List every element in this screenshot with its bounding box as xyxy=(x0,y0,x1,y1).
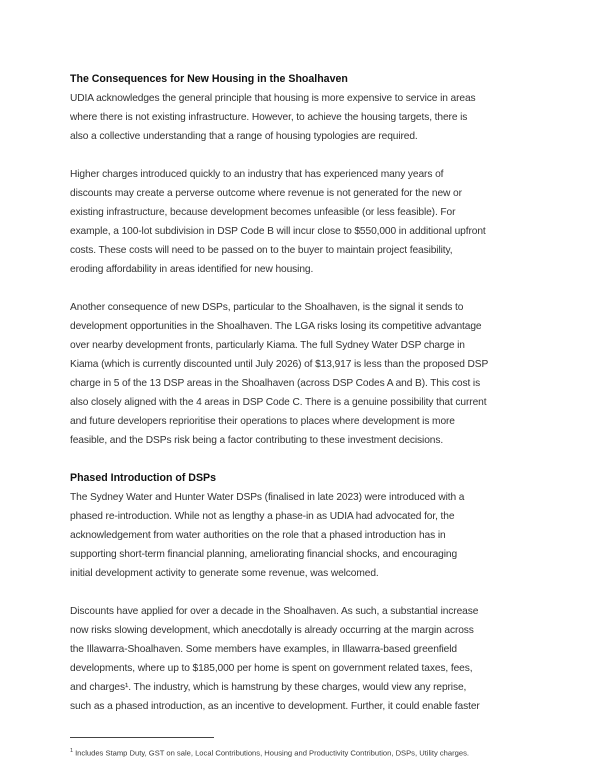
footnote-text: $^1$ Includes Stamp Duty, GST on sale, Local Contributions, Housing and Productivity Contribution, DSPs, Utility charges. xyxy=(70,748,469,758)
section-phased-introduction xyxy=(70,469,530,716)
text-line: The Sydney Water and Hunter Water DSPs (finalised in late 2023) were introduced with a xyxy=(70,492,465,503)
text-line: charge in 5 of the 13 DSP areas in the Shoalhaven (across DSP Codes A and B). This cost is xyxy=(70,378,481,389)
paragraph xyxy=(70,298,530,450)
text-line: Higher charges introduced quickly to an industry that has experienced many years of xyxy=(70,169,444,180)
section-consequences xyxy=(70,70,530,450)
footnote-separator-rule xyxy=(70,737,214,738)
footnote-area xyxy=(70,737,530,759)
text-line: Another consequence of new DSPs, particular to the Shoalhaven, is the signal it sends to xyxy=(70,302,464,313)
text-line: development opportunities in the Shoalhaven. The LGA risks losing its competitive advantage xyxy=(70,321,482,332)
footnote-marker: 1 xyxy=(70,748,74,754)
text-line: discounts may create a perverse outcome where revenue is not generated for the new or xyxy=(70,188,462,199)
text-line: and charges¹. The industry, which is hamstrung by these charges, would view any reprise, xyxy=(70,682,467,693)
text-line: UDIA acknowledges the general principle that housing is more expensive to service in areas xyxy=(70,93,476,104)
text-line: the Illawarra-Shoalhaven. Some members have examples, in Illawarra-based greenfield xyxy=(70,644,457,655)
text-line: where there is not existing infrastructure. However, to achieve the housing targets, there is xyxy=(70,112,468,123)
text-line: also closely aligned with the 4 areas in DSP Code C. There is a genuine possibility that current xyxy=(70,397,487,408)
text-line: Discounts have applied for over a decade in the Shoalhaven. As such, a substantial increase xyxy=(70,606,479,617)
text-line: over nearby development fronts, particularly Kiama. The full Sydney Water DSP charge in xyxy=(70,340,465,351)
text-line: feasible, and the DSPs risk being a factor contributing to these investment decisions. xyxy=(70,435,444,446)
text-line: Kiama (which is currently discounted until July 2026) of $13,917 is less than the proposed DSP xyxy=(70,359,489,370)
paragraph xyxy=(70,488,530,583)
text-line: developments, where up to $185,000 per home is spent on government related taxes, fees, xyxy=(70,663,473,674)
paragraph xyxy=(70,165,530,279)
text-line: supporting short-term financial planning, ameliorating financial shocks, and encouraging xyxy=(70,549,458,560)
text-line: initial development activity to generate some revenue, was welcomed. xyxy=(70,568,379,579)
section-heading: The Consequences for New Housing in the Shoalhaven xyxy=(70,73,348,85)
text-line: also a collective understanding that a range of housing typologies are required. xyxy=(70,131,418,142)
text-line: eroding affordability in areas identified for new housing. xyxy=(70,264,314,275)
text-line: acknowledgement from water authorities on the role that a phased introduction has in xyxy=(70,530,446,541)
paragraph xyxy=(70,89,530,146)
paragraph xyxy=(70,602,530,716)
text-line: phased re-introduction. While not as lengthy a phase-in as UDIA had advocated for, the xyxy=(70,511,455,522)
text-line: such as a phased introduction, as an incentive to development. Further, it could enable faster xyxy=(70,701,480,712)
section-heading: Phased Introduction of DSPs xyxy=(70,472,216,484)
text-line: example, a 100-lot subdivision in DSP Code B will incur close to $550,000 in additional upfront xyxy=(70,226,486,237)
text-line: and future developers reprioritise their operations to places where development is more xyxy=(70,416,455,427)
text-line: now risks slowing development, which anecdotally is already occurring at the margin across xyxy=(70,625,474,636)
text-line: existing infrastructure, because development becomes unfeasible (or less feasible). For xyxy=(70,207,456,218)
text-line: costs. These costs will need to be passed on to the buyer to maintain project feasibility, xyxy=(70,245,453,256)
